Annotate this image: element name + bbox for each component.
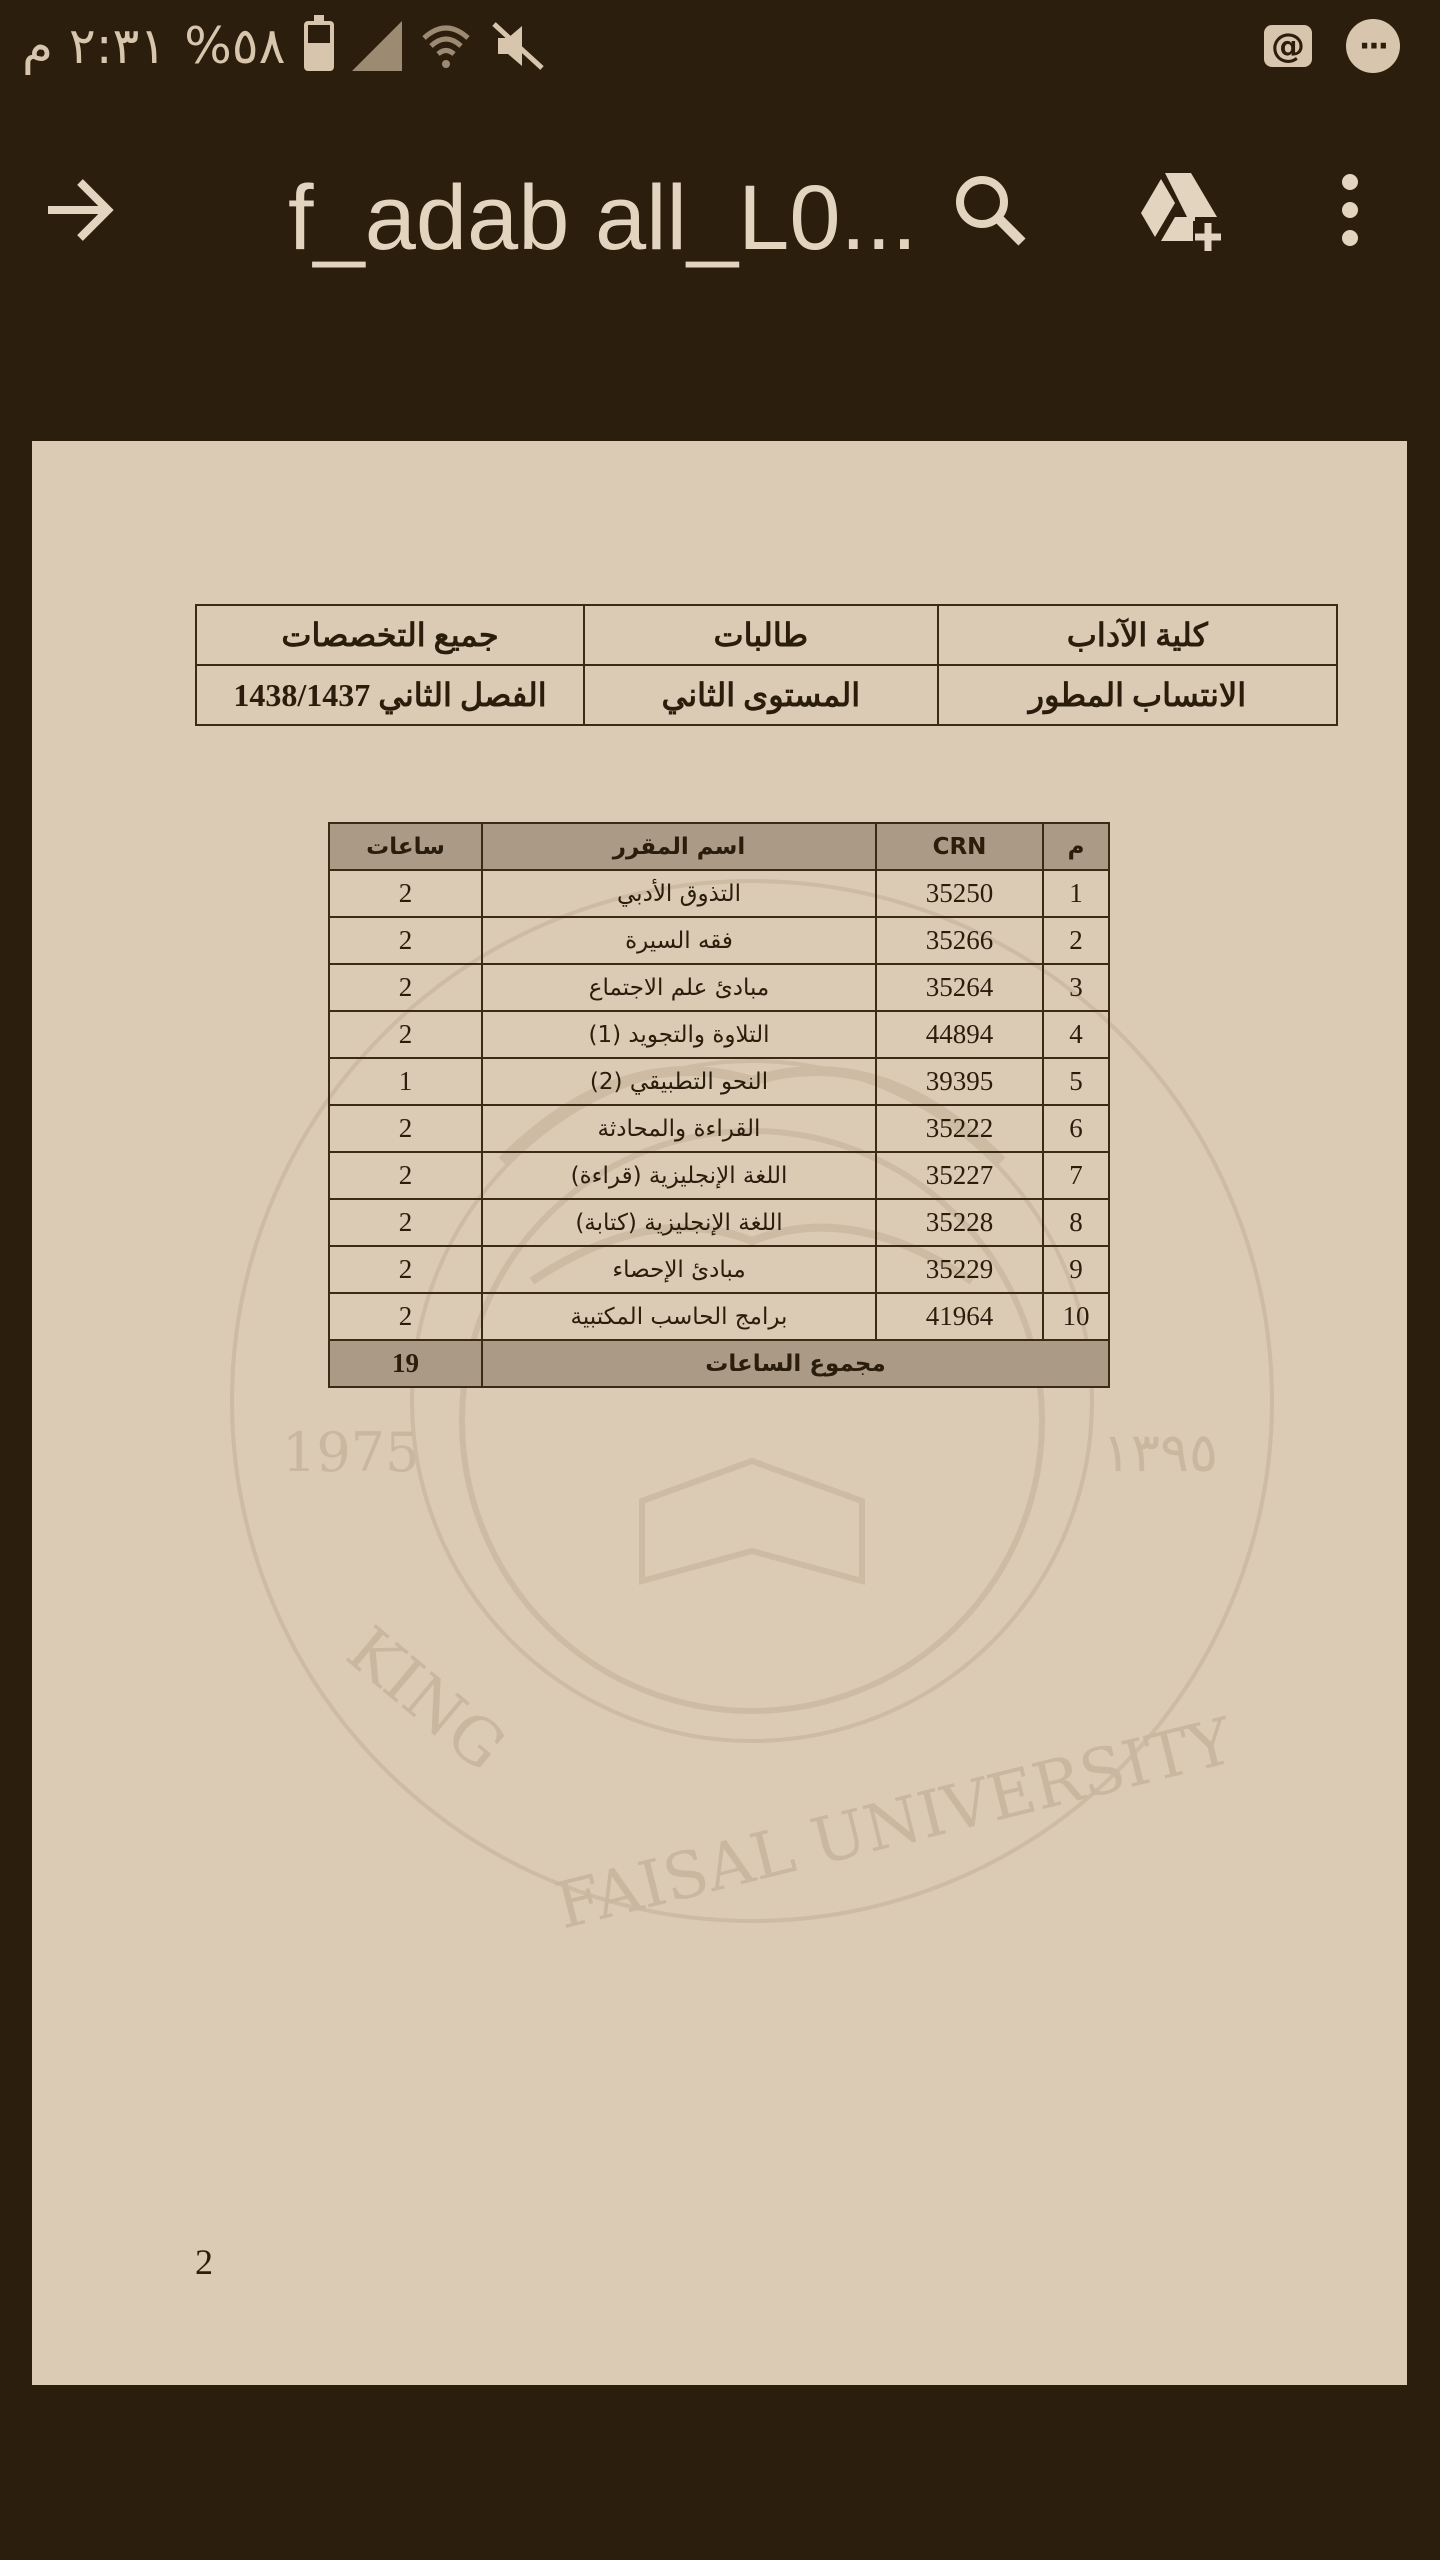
cell-crn: 41964 bbox=[876, 1293, 1043, 1340]
cell-num: 4 bbox=[1043, 1011, 1109, 1058]
cell-num: 1 bbox=[1043, 870, 1109, 917]
page-number: 2 bbox=[195, 2242, 213, 2282]
cell-course-name: مبادئ الإحصاء bbox=[482, 1246, 876, 1293]
app-toolbar bbox=[0, 110, 1440, 310]
status-bar bbox=[0, 0, 1440, 95]
header-row-1 bbox=[196, 605, 1337, 665]
cell-course-name: اللغة الإنجليزية (كتابة) bbox=[482, 1199, 876, 1246]
email-notification-icon: @ bbox=[1264, 25, 1312, 67]
column-header-course-name: اسم المقرر bbox=[482, 823, 876, 870]
status-right bbox=[1264, 14, 1400, 78]
header-cell: جميع التخصصات bbox=[196, 605, 584, 665]
cell-course-name: اللغة الإنجليزية (قراءة) bbox=[482, 1152, 876, 1199]
cell-crn: 35229 bbox=[876, 1246, 1043, 1293]
table-row bbox=[329, 870, 1109, 917]
cell-course-name: التلاوة والتجويد (1) bbox=[482, 1011, 876, 1058]
column-header-crn: CRN bbox=[876, 823, 1043, 870]
column-header-num: م bbox=[1043, 823, 1109, 870]
table-row bbox=[329, 1246, 1109, 1293]
mute-icon bbox=[490, 18, 546, 74]
watermark-text-bottom: FAISAL UNIVERSITY bbox=[548, 1704, 1240, 1945]
cell-crn: 35266 bbox=[876, 917, 1043, 964]
total-hours: 19 bbox=[329, 1340, 482, 1387]
cell-num: 5 bbox=[1043, 1058, 1109, 1105]
table-row bbox=[329, 1199, 1109, 1246]
cell-course-name: القراءة والمحادثة bbox=[482, 1105, 876, 1152]
cell-course-name: التذوق الأدبي bbox=[482, 870, 876, 917]
status-left bbox=[22, 14, 546, 78]
chat-notification-icon: ··· bbox=[1346, 19, 1400, 73]
cell-crn: 44894 bbox=[876, 1011, 1043, 1058]
column-header-hours: ساعات bbox=[329, 823, 482, 870]
cell-crn: 35228 bbox=[876, 1199, 1043, 1246]
cell-hours: 2 bbox=[329, 917, 482, 964]
cell-crn: 39395 bbox=[876, 1058, 1043, 1105]
table-row bbox=[329, 917, 1109, 964]
header-row-2 bbox=[196, 665, 1337, 725]
watermark-year-left: 1975 bbox=[282, 1421, 420, 1484]
total-row bbox=[329, 1340, 1109, 1387]
cell-num: 2 bbox=[1043, 917, 1109, 964]
cell-course-name: فقه السيرة bbox=[482, 917, 876, 964]
header-cell: كلية الآداب bbox=[938, 605, 1337, 665]
cell-hours: 2 bbox=[329, 964, 482, 1011]
cell-course-name: مبادئ علم الاجتماع bbox=[482, 964, 876, 1011]
cell-hours: 2 bbox=[329, 1293, 482, 1340]
cell-course-name: برامج الحاسب المكتبية bbox=[482, 1293, 876, 1340]
back-arrow-icon[interactable] bbox=[40, 170, 120, 250]
cell-hours: 2 bbox=[329, 1011, 482, 1058]
cell-hours: 2 bbox=[329, 1246, 482, 1293]
watermark-text-left: KING bbox=[332, 1613, 519, 1786]
battery-icon bbox=[304, 21, 334, 71]
cell-course-name: النحو التطبيقي (2) bbox=[482, 1058, 876, 1105]
cell-hours: 2 bbox=[329, 1152, 482, 1199]
courses-header-row bbox=[329, 823, 1109, 870]
pdf-page[interactable] bbox=[32, 441, 1407, 2385]
status-time: ٢:٣١ م bbox=[22, 17, 167, 75]
table-row bbox=[329, 1058, 1109, 1105]
header-cell: الفصل الثاني 1438/1437 bbox=[196, 665, 584, 725]
cell-num: 6 bbox=[1043, 1105, 1109, 1152]
table-row bbox=[329, 1011, 1109, 1058]
table-row bbox=[329, 1105, 1109, 1152]
cell-num: 8 bbox=[1043, 1199, 1109, 1246]
total-label: مجموع الساعات bbox=[482, 1340, 1109, 1387]
header-cell: طالبات bbox=[584, 605, 938, 665]
cell-crn: 35222 bbox=[876, 1105, 1043, 1152]
watermark-year-right: ١٣٩٥ bbox=[1102, 1421, 1219, 1484]
header-cell: المستوى الثاني bbox=[584, 665, 938, 725]
battery-percent: %٥٨ bbox=[184, 17, 286, 75]
cell-crn: 35264 bbox=[876, 964, 1043, 1011]
cell-num: 9 bbox=[1043, 1246, 1109, 1293]
cell-num: 7 bbox=[1043, 1152, 1109, 1199]
cell-hours: 2 bbox=[329, 1105, 482, 1152]
search-icon[interactable] bbox=[950, 170, 1030, 250]
document-title: f_adab all_L0... bbox=[288, 167, 918, 269]
cell-num: 3 bbox=[1043, 964, 1109, 1011]
cell-hours: 1 bbox=[329, 1058, 482, 1105]
header-table bbox=[195, 604, 1338, 726]
signal-icon bbox=[352, 21, 402, 71]
cell-hours: 2 bbox=[329, 870, 482, 917]
header-cell: الانتساب المطور bbox=[938, 665, 1337, 725]
cell-num: 10 bbox=[1043, 1293, 1109, 1340]
table-row bbox=[329, 964, 1109, 1011]
cell-crn: 35250 bbox=[876, 870, 1043, 917]
drive-add-icon[interactable] bbox=[1135, 165, 1225, 255]
table-row bbox=[329, 1152, 1109, 1199]
courses-table bbox=[328, 822, 1110, 1388]
cell-hours: 2 bbox=[329, 1199, 482, 1246]
cell-crn: 35227 bbox=[876, 1152, 1043, 1199]
table-row bbox=[329, 1293, 1109, 1340]
more-vert-icon[interactable] bbox=[1320, 170, 1380, 250]
wifi-icon bbox=[420, 20, 472, 72]
